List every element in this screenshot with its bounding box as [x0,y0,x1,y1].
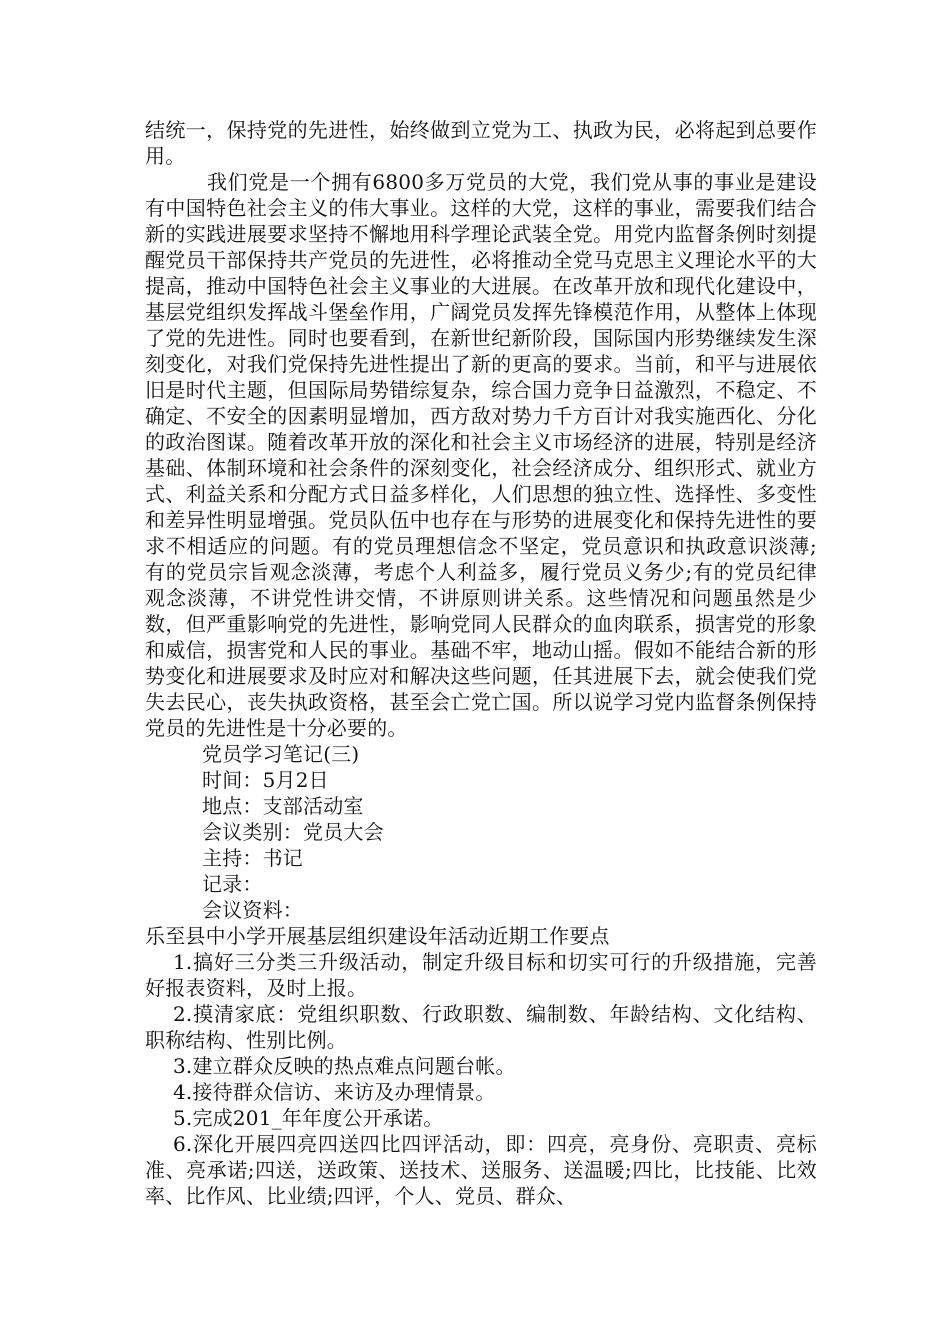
work-points-heading: 乐至县中小学开展基层组织建设年活动近期工作要点 [145,924,610,948]
section-title-study-notes-3: 党员学习笔记(三) [202,742,360,766]
meeting-time: 时间：5月2日 [202,768,329,792]
meeting-recorder: 记录： [202,872,263,896]
paragraph-intro-continuation: 结统一，保持党的先进性，始终做到立党为工、执政为民，必将起到总要作用。 [145,118,817,168]
paragraph-party-advancement: 我们党是一个拥有6800多万党员的大党，我们党从事的事业是建设有中国特色社会主义的伟大事业。这样的大党，这样的事业，需要我们结合新的实践进展要求坚持不懈地用科学理论武装全党。用党内监督条例时刻提醒党员干部保持共产党员的先进性，必将推动全党马克思主义理论水平的大提高，推动中国特色社会主义事业的大进展。在改革开放和现代化建设中，基层党组织发挥战斗堡垒作用，广阔党员发挥先锋模范作用，从整体上体现了党的先进性。同时也要看到，在新世纪新阶段，国际国内形势继续发生深刻变化，对我们党保持先进性提出了新的更高的要求。当前，和平与进展依旧是时代主题，但国际局势错综复杂，综合国力竞争日益激烈，不稳定、不确定、不安全的因素明显增加，西方敌对势力千方百计对我实施西化、分化的政治图谋。随着改革开放的深化和社会主义市场经济的进展，特别是经济基础、体制环境和社会条件的深刻变化，社会经济成分、组织形式、就业方式、利益关系和分配方式日益多样化，人们思想的独立性、选择性、多变性和差异性明显增强。党员队伍中也存在与形势的进展变化和保持先进性的要求不相适应的问题。有的党员理想信念不坚定，党员意识和执政意识淡薄;有的党员宗旨观念淡薄，考虑个人利益多，履行党员义务少;有的党员纪律观念淡薄，不讲党性讲交情，不讲原则讲关系。这些情况和问题虽然是少数，但严重影响党的先进性，影响党同人民群众的血肉联系，损害党的形象和威信，损害党和人民的事业。基础不牢，地动山摇。假如不能结合新的形势变化和进展要求及时应对和解决这些问题，任其进展下去，就会使我们党失去民心，丧失执政资格，甚至会亡党亡国。所以说学习党内监督条例保持党员的先进性是十分必要的。 [145,170,817,740]
list-item: 6.深化开展四亮四送四比四评活动，即：四亮，亮身份、亮职责、亮标准、亮承诺;四送，送政策、送技术、送服务、送温暖;四比，比技能、比效率、比作风、比业绩;四评，个人、党员、群众、 [145,1132,817,1208]
list-item: 2.摸清家底：党组织职数、行政职数、编制数、年龄结构、文化结构、职称结构、性别比例。 [145,1002,817,1052]
list-item: 5.完成201_年年度公开承诺。 [173,1106,444,1130]
meeting-category: 会议类别：党员大会 [202,820,384,844]
list-item: 1.搞好三分类三升级活动，制定升级目标和切实可行的升级措施，完善好报表资料，及时上报。 [145,950,817,1000]
meeting-materials-label: 会议资料： [202,898,303,922]
list-item: 4.接待群众信访、来访及办理情景。 [173,1080,496,1104]
meeting-host: 主持：书记 [202,846,303,870]
meeting-location: 地点：支部活动室 [202,794,364,818]
list-item: 3.建立群众反映的热点难点问题台帐。 [173,1054,516,1078]
document-body [145,117,817,1209]
